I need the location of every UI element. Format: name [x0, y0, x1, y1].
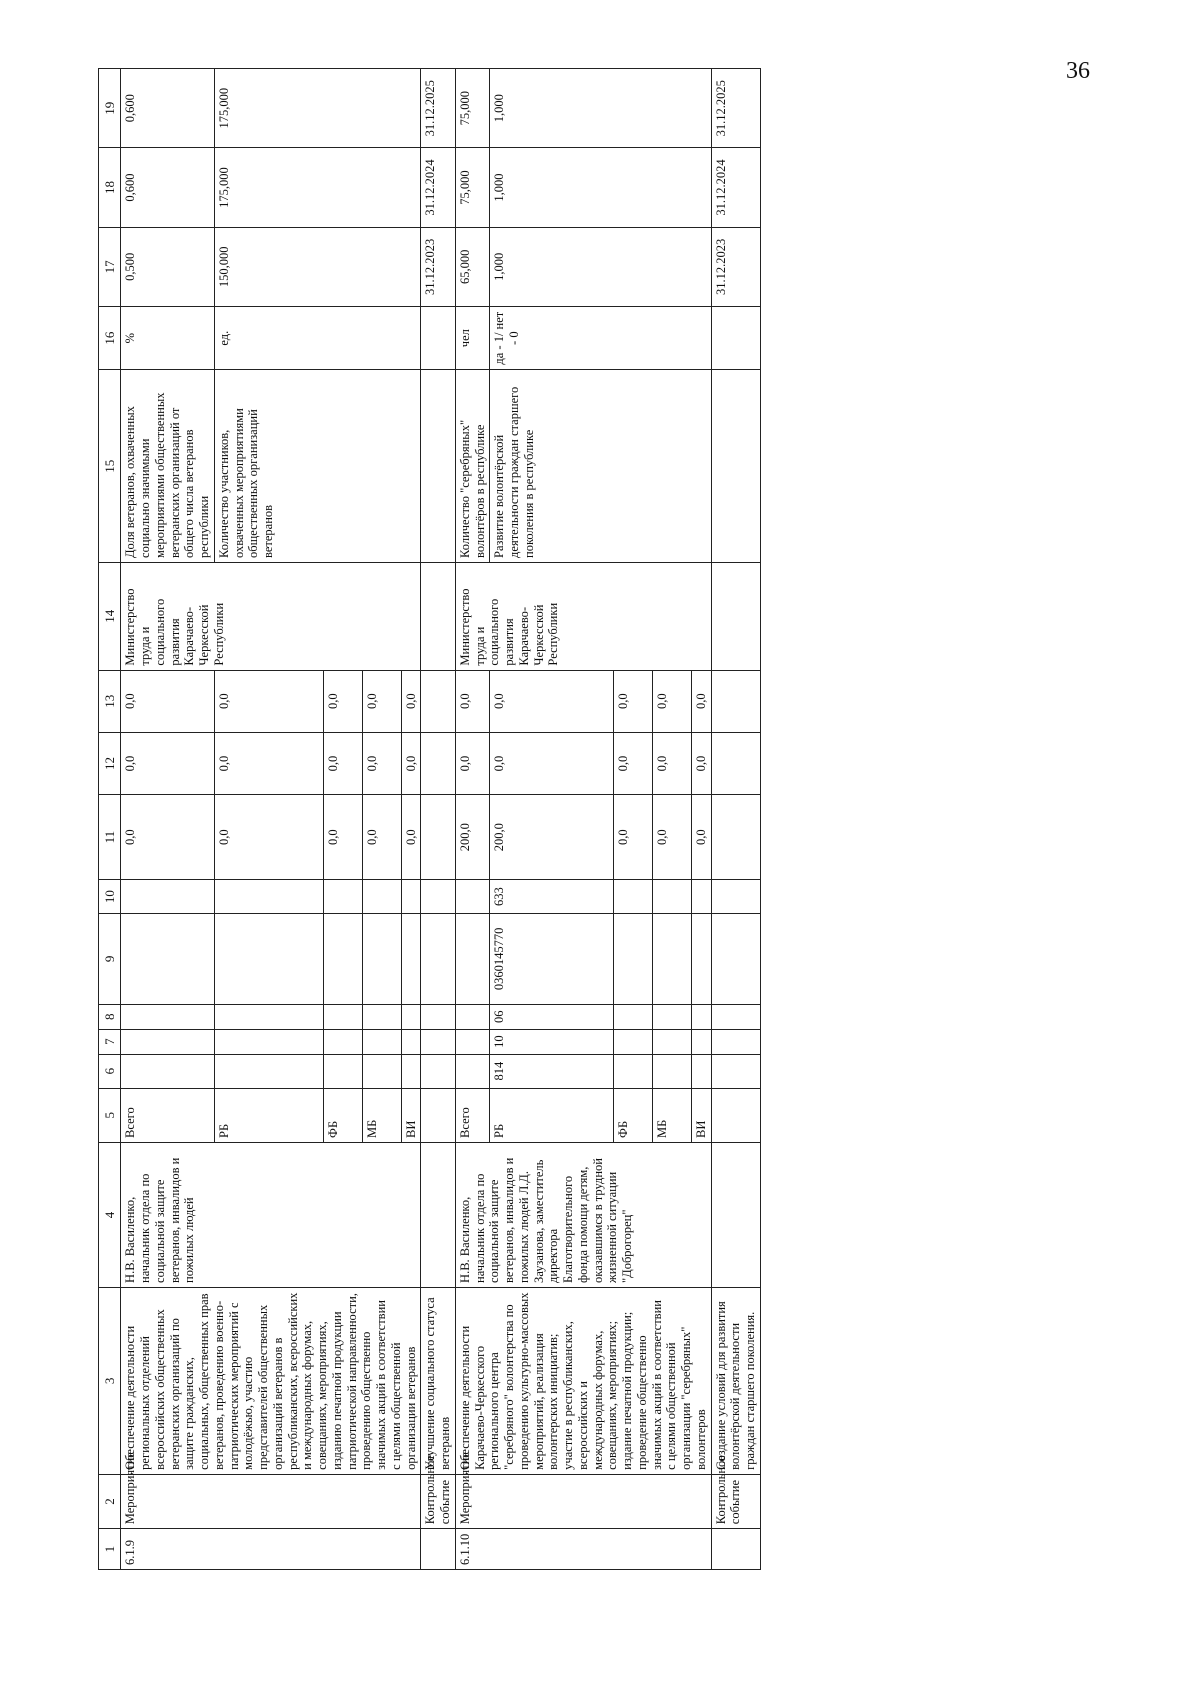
value-cell: 0,0: [652, 795, 691, 880]
funding-source: ФБ: [323, 1088, 362, 1142]
col-header: 5: [99, 1088, 121, 1142]
indicator-value: 75,000: [455, 148, 490, 227]
funding-source: РБ: [214, 1088, 323, 1142]
indicator-value: 0,600: [121, 69, 215, 148]
funding-source: ВИ: [401, 1088, 421, 1142]
item-description: Улучшение социального статуса ветеранов: [421, 1287, 456, 1474]
item-type: Контрольное событие: [421, 1474, 456, 1528]
control-point-row: [711, 69, 760, 1570]
value-cell: 0,0: [613, 670, 652, 732]
col-header: 16: [99, 306, 121, 369]
item-number: 6.1.9: [121, 1529, 421, 1570]
col-header: 6: [99, 1054, 121, 1088]
indicator-unit: чел: [455, 306, 490, 369]
col-header: 9: [99, 914, 121, 1005]
indicator-name: Количество участников, охваченных мероприятиями общественных организаций ветеранов: [214, 370, 421, 563]
indicator-name: Количество "серебряных" волонтёров в республике: [455, 370, 490, 563]
col-header: 18: [99, 148, 121, 227]
item-type: Контрольное событие: [711, 1474, 760, 1528]
indicator-value: 175,000: [214, 69, 421, 148]
item-description: Создание условий для развития волонтёрской деятельности граждан старшего поколения.: [711, 1287, 760, 1474]
col-header: 4: [99, 1142, 121, 1287]
control-date: 31.12.2025: [711, 69, 760, 148]
value-cell: 0,0: [401, 670, 421, 732]
col-header: 7: [99, 1029, 121, 1054]
item-number: 6.1.10: [455, 1529, 711, 1570]
item-responsible: Н.В. Василенко, начальник отдела по социальной защите ветеранов, инвалидов и пожилых людей Л.Д. Заузанова, заместитель директора Благотворительного фонда помощи детям, оказавшимся в трудной жизненной ситуации "Доброгорец": [455, 1142, 711, 1287]
table-row: [121, 69, 215, 1570]
value-cell: 0,0: [323, 795, 362, 880]
control-point-row: [421, 69, 456, 1570]
indicator-value: 65,000: [455, 227, 490, 306]
funding-source: Всего: [455, 1088, 490, 1142]
indicator-unit: ед.: [214, 306, 421, 369]
indicator-value: 1,000: [490, 227, 711, 306]
col-header: 3: [99, 1287, 121, 1474]
value-cell: 0,0: [121, 795, 215, 880]
indicator-unit: да - 1/ нет - 0: [490, 306, 711, 369]
value-cell: 0,0: [362, 670, 401, 732]
value-cell: 0,0: [401, 795, 421, 880]
item-executor: Министерство труда и социального развития Карачаево-Черкесской Республики: [455, 562, 711, 670]
value-cell: 0,0: [455, 670, 490, 732]
col-header: 14: [99, 562, 121, 670]
control-date: 31.12.2023: [421, 227, 456, 306]
col-header: 10: [99, 880, 121, 914]
col-header: 11: [99, 795, 121, 880]
funding-source: ФБ: [613, 1088, 652, 1142]
code-cell: 06: [490, 1004, 614, 1029]
value-cell: 0,0: [613, 795, 652, 880]
value-cell: 0,0: [691, 795, 711, 880]
value-cell: 0,0: [490, 732, 614, 794]
item-description: Обеспечение деятельности региональных отделений всероссийских общественных ветеранских организаций по защите гражданских, социальных, общественных прав ветеранов, проведению военно-патриотических мероприятий с молодёжью, участию представителей общественных организаций ветеранов в республиканских, всероссийских и международных форумах, совещаниях, мероприятиях, изданию печатной продукции патриотической направленности, проведению общественно значимых акций в соответствии с целями общественной организации ветеранов: [121, 1287, 421, 1474]
value-cell: 0,0: [323, 732, 362, 794]
control-date: 31.12.2024: [711, 148, 760, 227]
indicator-value: 0,500: [121, 227, 215, 306]
col-header: 17: [99, 227, 121, 306]
col-header: 1: [99, 1529, 121, 1570]
col-header: 19: [99, 69, 121, 148]
item-type: Мероприятие: [455, 1474, 711, 1528]
program-table: [98, 68, 761, 1570]
code-cell: 633: [490, 880, 614, 914]
funding-source: МБ: [362, 1088, 401, 1142]
rotated-table-container: [98, 68, 1078, 1570]
control-date: 31.12.2025: [421, 69, 456, 148]
value-cell: 0,0: [652, 732, 691, 794]
value-cell: 0,0: [214, 670, 323, 732]
funding-source: Всего: [121, 1088, 215, 1142]
header-row: [99, 69, 121, 1570]
control-date: 31.12.2023: [711, 227, 760, 306]
value-cell: 0,0: [323, 670, 362, 732]
value-cell: 0,0: [214, 795, 323, 880]
indicator-value: 1,000: [490, 148, 711, 227]
value-cell: 200,0: [490, 795, 614, 880]
value-cell: 0,0: [362, 795, 401, 880]
indicator-unit: %: [121, 306, 215, 369]
item-executor: Министерство труда и социального развития Карачаево-Черкесской Республики: [121, 562, 421, 670]
value-cell: 200,0: [455, 795, 490, 880]
page-number: 36: [1066, 58, 1090, 84]
code-cell: 10: [490, 1029, 614, 1054]
control-date: 31.12.2024: [421, 148, 456, 227]
value-cell: 0,0: [652, 670, 691, 732]
indicator-value: 1,000: [490, 69, 711, 148]
col-header: 13: [99, 670, 121, 732]
col-header: 2: [99, 1474, 121, 1528]
col-header: 12: [99, 732, 121, 794]
item-responsible: Н.В. Василенко, начальник отдела по социальной защите ветеранов, инвалидов и пожилых людей: [121, 1142, 421, 1287]
value-cell: 0,0: [401, 732, 421, 794]
value-cell: 0,0: [455, 732, 490, 794]
indicator-value: 175,000: [214, 148, 421, 227]
indicator-value: 0,600: [121, 148, 215, 227]
value-cell: 0,0: [691, 732, 711, 794]
value-cell: 0,0: [121, 732, 215, 794]
indicator-value: 150,000: [214, 227, 421, 306]
indicator-name: Развитие волонтёрской деятельности граждан старшего поколения в республике: [490, 370, 711, 563]
indicator-value: 75,000: [455, 69, 490, 148]
value-cell: 0,0: [214, 732, 323, 794]
item-type: Мероприятие: [121, 1474, 421, 1528]
col-header: 8: [99, 1004, 121, 1029]
col-header: 15: [99, 370, 121, 563]
value-cell: 0,0: [121, 670, 215, 732]
code-cell: 814: [490, 1054, 614, 1088]
value-cell: 0,0: [362, 732, 401, 794]
value-cell: 0,0: [691, 670, 711, 732]
value-cell: 0,0: [490, 670, 614, 732]
code-cell: 0360145770: [490, 914, 614, 1005]
value-cell: 0,0: [613, 732, 652, 794]
funding-source: РБ: [490, 1088, 614, 1142]
item-description: Обеспечение деятельности Карачаево-Черкесского регионального центра "серебряного" волонтерства по проведению культурно-массовых мероприятий, реализация волонтерских инициатив; участие в республиканских, всероссийских и международных форумах, совещаниях, мероприятиях; издание печатной продукции; проведение общественно значимых акций в соответствии с целями общественной организации "серебряных" волонтеров: [455, 1287, 711, 1474]
funding-source: МБ: [652, 1088, 691, 1142]
table-row: [455, 69, 490, 1570]
indicator-name: Доля ветеранов, охваченных социально значимыми мероприятиями общественных ветеранских организаций от общего числа ветеранов республики: [121, 370, 215, 563]
funding-source: ВИ: [691, 1088, 711, 1142]
